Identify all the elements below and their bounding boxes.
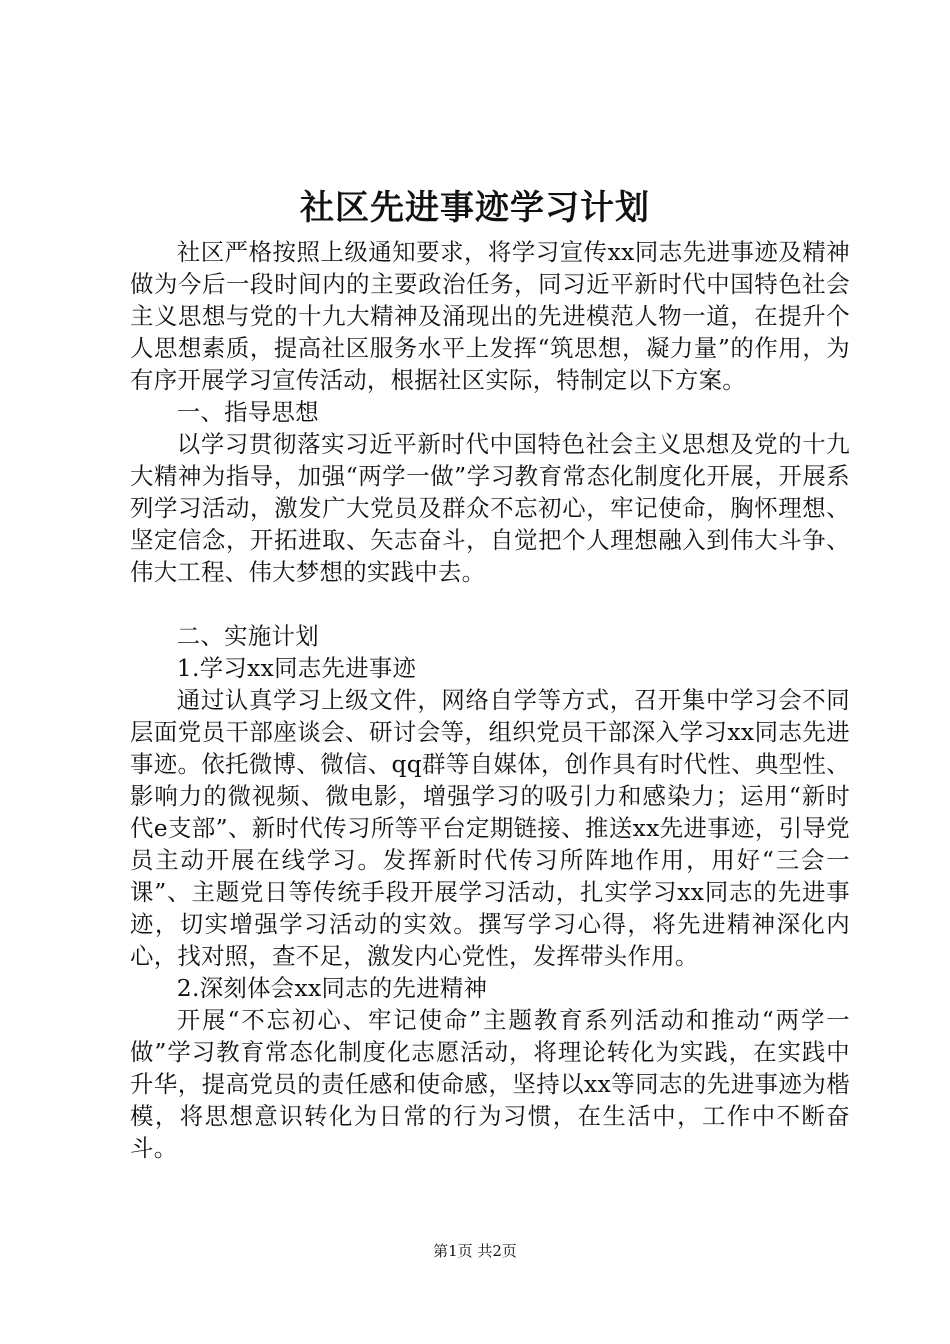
page-number-footer: 第1页 共2页 — [433, 1242, 517, 1260]
section-heading-guiding-thought: 一、指导思想 — [176, 398, 319, 426]
intro-paragraph: 社区严格按照上级通知要求，将学习宣传xx同志先进事迹及精神做为今后一段时间内的主要政治任务，同习近平新时代中国特色社会主义思想与党的十九大精神及涌现出的先进模范人物一道，在提升个人思想素质，提高社区服务水平上发挥“筑思想，凝力量”的作用，为有序开展学习宣传活动，根据社区实际，特制定以下方案。 — [130, 238, 850, 394]
guiding-thought-paragraph: 以学习贯彻落实习近平新时代中国特色社会主义思想及党的十九大精神为指导，加强“两学一做”学习教育常态化制度化开展，开展系列学习活动，激发广大党员及群众不忘初心，牢记使命，胸怀理想、坚定信念，开拓进取、矢志奋斗，自觉把个人理想融入到伟大斗争、伟大工程、伟大梦想的实践中去。 — [130, 430, 850, 586]
subheading-study: 1.学习xx同志先进事迹 — [176, 654, 417, 682]
section-heading-implementation: 二、实施计划 — [176, 622, 319, 650]
study-paragraph: 通过认真学习上级文件，网络自学等方式，召开集中学习会不同层面党员干部座谈会、研讨会等，组织党员干部深入学习xx同志先进事迹。依托微博、微信、qq群等自媒体，创作具有时代性、典型性、影响力的微视频、微电影，增强学习的吸引力和感染力；运用“新时代e支部”、新时代传习所等平台定期链接、推送xx先进事迹，引导党员主动开展在线学习。发挥新时代传习所阵地作用，用好“三会一课”、主题党日等传统手段开展学习活动，扎实学习xx同志的先进事迹，切实增强学习活动的实效。撰写学习心得，将先进精神深化内心，找对照，查不足，激发内心党性，发挥带头作用。 — [130, 686, 850, 970]
subheading-understand: 2.深刻体会xx同志的先进精神 — [176, 974, 488, 1002]
blank-line — [130, 588, 850, 620]
understand-paragraph: 开展“不忘初心、牢记使命”主题教育系列活动和推动“两学一做”学习教育常态化制度化志愿活动，将理论转化为实践，在实践中升华，提高党员的责任感和使命感，坚持以xx等同志的先进事迹为楷模，将思想意识转化为日常的行为习惯，在生活中，工作中不断奋斗。 — [130, 1006, 850, 1162]
document-body — [130, 236, 850, 1164]
page-title: 社区先进事迹学习计划 — [300, 188, 650, 228]
